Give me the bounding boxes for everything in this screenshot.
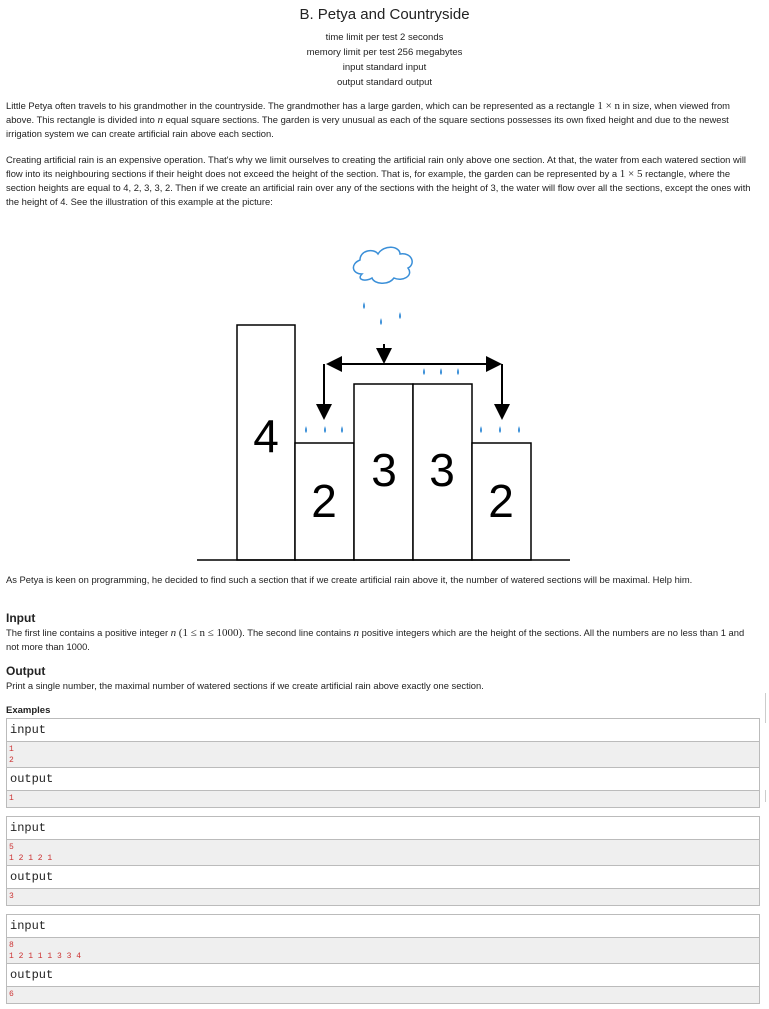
example-output (6, 963, 760, 1004)
statement-paragraph-2: Creating artificial rain is an expensive operation. That's why we limit ourselves to creating the artificial rain only above one section. At that, the water from each watered section will flow into its neighbouring sections if their height does not exceed the height of the section. That is, for example, the garden can be represented by a 1 × 5 rectangle, where the section heights are equal to 4, 2, 3, 3, 2. Then if we create an artificial rain over any of the sections with the height of 3, the water will flow over all the sections, except the ones with the height of 4. See the illustration of this example at the picture: (6, 154, 751, 207)
math-1xn: 1 × n (597, 100, 621, 112)
example-output (6, 865, 760, 906)
example-input-label: input (7, 719, 759, 742)
example-input (6, 718, 760, 769)
memory-limit: memory limit per test 256 megabytes (306, 47, 463, 58)
scroll-edge-decoration (765, 693, 769, 723)
example-input (6, 914, 760, 965)
problem-title: B. Petya and Countryside (299, 6, 470, 23)
math-1x5: 1 × 5 (619, 168, 643, 180)
example-output-label: output (7, 866, 759, 889)
example-output-value[interactable]: 1 (7, 791, 759, 807)
example-output-label: output (7, 964, 759, 987)
example-output-value[interactable]: 6 (7, 987, 759, 1003)
statement-paragraph-3: As Petya is keen on programming, he decided to find such a section that if we create artificial rain above it, the number of watered sections will be maximal. Help him. (6, 574, 693, 585)
height-label: 3 (371, 444, 397, 496)
input-spec: The first line contains a positive integer n (1 ≤ n ≤ 1000). The second line contains n positive integers which are the height of the sections. All the numbers are no less than 1 and not more than 1000. (6, 627, 745, 652)
example-input-label: input (7, 817, 759, 840)
example-input-label: input (7, 915, 759, 938)
height-label: 2 (488, 475, 514, 527)
scroll-edge-decoration (765, 790, 769, 802)
output-file: output standard output (336, 77, 433, 88)
example-output-label: output (7, 768, 759, 791)
example-output-value[interactable]: 3 (7, 889, 759, 905)
examples-heading: Examples (6, 705, 51, 716)
example-input-value[interactable]: 1 2 (7, 742, 759, 768)
height-label: 4 (253, 410, 279, 462)
statement-paragraph-1: Little Petya often travels to his grandmother in the countryside. The grandmother has a large garden, which can be represented as a rectangle 1 × n in size, when viewed from above. This rectangle is divided into n equal square sections. The garden is very unusual as each of the square sections possesses its own fixed height and due to the newest irrigation system we can create artificial rain above each section. (6, 100, 730, 139)
cloud-icon (353, 247, 412, 283)
example-input (6, 816, 760, 867)
output-heading: Output (6, 664, 46, 678)
input-heading: Input (6, 611, 36, 625)
illustration (190, 240, 580, 565)
example-output (6, 767, 760, 808)
time-limit: time limit per test 2 seconds (325, 32, 444, 43)
height-label: 3 (429, 444, 455, 496)
output-spec: Print a single number, the maximal number of watered sections if we create artificial rain above exactly one section. (6, 680, 484, 691)
input-file: input standard input (342, 62, 427, 73)
height-label: 2 (311, 475, 337, 527)
example-input-value[interactable]: 8 1 2 1 1 1 3 3 4 (7, 938, 759, 964)
example-input-value[interactable]: 5 1 2 1 2 1 (7, 840, 759, 866)
